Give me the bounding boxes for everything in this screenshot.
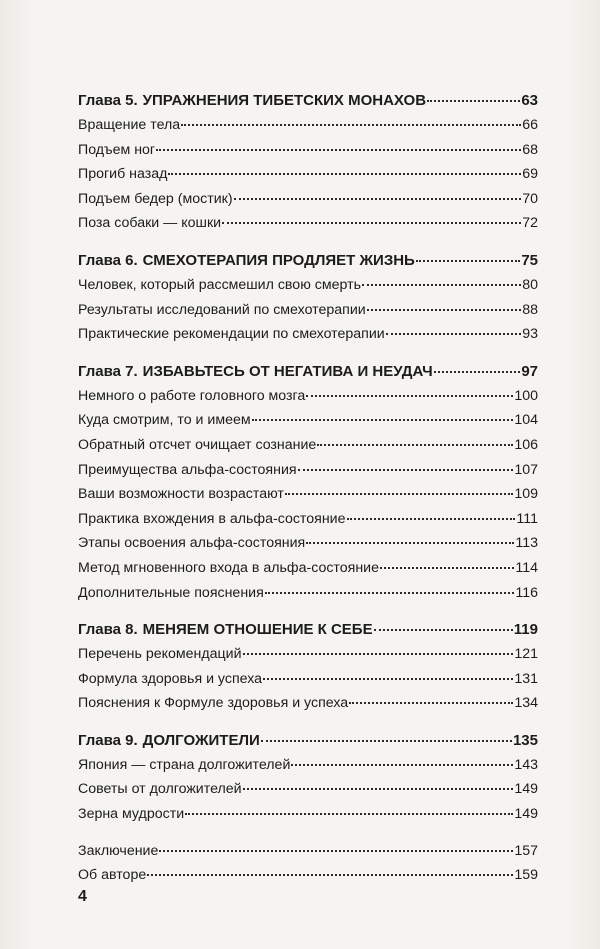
entry-page: 131 xyxy=(514,670,538,687)
toc-entry xyxy=(78,753,538,778)
entry-page: 88 xyxy=(522,301,538,318)
toc-entry xyxy=(78,482,538,507)
entry-page: 68 xyxy=(522,141,538,158)
leader-dots xyxy=(434,370,521,373)
chapter-heading xyxy=(78,359,538,384)
entry-title: Прогиб назад xyxy=(78,166,168,183)
entry-page: 80 xyxy=(522,276,538,293)
table-of-contents xyxy=(78,88,538,888)
entry-page: 107 xyxy=(514,461,538,478)
entry-page: 114 xyxy=(515,559,538,576)
entry-title: Поза собаки — кошки xyxy=(78,215,222,232)
chapter-title xyxy=(78,617,373,642)
chapter-9 xyxy=(78,728,538,827)
entry-page: 106 xyxy=(514,436,538,453)
chapter-name: ИЗБАВЬТЕСЬ ОТ НЕГАТИВА И НЕУДАЧ xyxy=(142,362,433,380)
entry-page: 66 xyxy=(522,117,538,133)
chapter-label: Глава 8. xyxy=(78,621,138,639)
entry-page: 93 xyxy=(522,326,538,343)
chapter-title xyxy=(78,728,260,753)
chapter-label: Глава 5. xyxy=(78,92,138,109)
entry-page: 149 xyxy=(514,806,538,823)
entry-page: 72 xyxy=(522,215,538,232)
chapter-label: Глава 7. xyxy=(78,362,138,380)
chapter-label: Глава 6. xyxy=(78,251,138,269)
entry-page: 100 xyxy=(514,387,538,404)
entry-page: 143 xyxy=(514,756,538,773)
entry-title: Советы от долгожителей xyxy=(78,781,242,798)
toc-entry xyxy=(78,507,538,532)
toc-entry xyxy=(78,667,538,692)
chapter-name: СМЕХОТЕРАПИЯ ПРОДЛЯЕТ ЖИЗНЬ xyxy=(142,251,415,269)
entry-page: 134 xyxy=(514,695,538,712)
toc-entry xyxy=(78,531,538,556)
entry-title: Дополнительные пояснения xyxy=(78,584,264,601)
leader-dots xyxy=(252,418,514,421)
leader-dots xyxy=(181,123,521,126)
entry-title: Подъем бедер (мостик) xyxy=(78,190,233,207)
leader-dots xyxy=(374,628,513,631)
entry-page: 109 xyxy=(514,486,538,503)
entry-page: 149 xyxy=(514,781,538,798)
leader-dots xyxy=(386,332,522,335)
chapter-heading xyxy=(78,248,538,273)
entry-page: 159 xyxy=(514,867,538,884)
leader-dots xyxy=(263,677,513,680)
leader-dots xyxy=(285,492,513,495)
entry-title: Преимущества альфа-состояния xyxy=(78,461,297,478)
toc-entry xyxy=(78,273,538,298)
entry-page: 70 xyxy=(522,190,538,207)
leader-dots xyxy=(427,99,520,102)
leader-dots xyxy=(367,308,522,311)
entry-title: Япония — страна долгожителей xyxy=(78,756,291,773)
toc-entry xyxy=(78,322,538,347)
entry-title: Об авторе xyxy=(78,867,147,884)
chapter-page: 135 xyxy=(512,731,538,749)
leader-dots xyxy=(168,172,521,175)
entry-title: Зерна мудрости xyxy=(78,806,185,823)
leader-dots xyxy=(222,221,521,224)
toc-entry xyxy=(78,211,538,236)
toc-entry xyxy=(78,187,538,212)
chapter-title xyxy=(78,88,426,113)
toc-entry xyxy=(78,839,538,864)
leader-dots xyxy=(265,591,515,594)
leader-dots xyxy=(243,787,514,790)
chapter-title xyxy=(78,248,415,273)
leader-dots xyxy=(306,541,514,544)
entry-title: Заключение xyxy=(78,842,159,859)
chapter-6 xyxy=(78,248,538,347)
leader-dots xyxy=(234,197,522,200)
entry-page: 121 xyxy=(514,646,538,663)
chapter-heading xyxy=(78,617,538,642)
toc-entry xyxy=(78,802,538,827)
chapter-page: 63 xyxy=(521,92,538,109)
leader-dots xyxy=(347,517,516,520)
toc-entry xyxy=(78,298,538,323)
entry-page: 104 xyxy=(514,412,538,429)
leader-dots xyxy=(317,443,513,446)
leader-dots xyxy=(147,873,513,876)
entry-title: Ваши возможности возрастают xyxy=(78,486,284,503)
chapter-title xyxy=(78,359,433,384)
entry-title: Формула здоровья и успеха xyxy=(78,670,263,687)
leader-dots xyxy=(291,763,513,766)
entry-title: Немного о работе головного мозга xyxy=(78,387,306,404)
leader-dots xyxy=(416,259,520,262)
toc-entry xyxy=(78,138,538,163)
toc-entry xyxy=(78,863,538,888)
leader-dots xyxy=(362,283,521,286)
leader-dots xyxy=(261,739,512,742)
leader-dots xyxy=(298,468,514,471)
entry-title: Практика вхождения в альфа-состояние xyxy=(78,510,346,527)
leader-dots xyxy=(159,849,513,852)
chapter-name: УПРАЖНЕНИЯ ТИБЕТСКИХ МОНАХОВ xyxy=(142,92,427,109)
leader-dots xyxy=(243,652,514,655)
toc-entry xyxy=(78,691,538,716)
toc-entry xyxy=(78,556,538,581)
entry-title: Обратный отсчет очищает сознание xyxy=(78,436,317,453)
entry-title: Метод мгновенного входа в альфа-состояние xyxy=(78,559,379,576)
chapter-heading xyxy=(78,88,538,113)
entry-page: 111 xyxy=(516,510,538,527)
entry-title: Вращение тела xyxy=(78,117,181,133)
entry-page: 116 xyxy=(515,584,538,601)
entry-page: 157 xyxy=(514,842,538,859)
chapter-page: 97 xyxy=(521,362,538,380)
toc-entry xyxy=(78,384,538,409)
entry-title: Перечень рекомендаций xyxy=(78,646,242,663)
chapter-name: ДОЛГОЖИТЕЛИ xyxy=(142,731,260,749)
chapter-heading xyxy=(78,728,538,753)
chapter-page: 75 xyxy=(521,251,538,269)
entry-title: Результаты исследований по смехотерапии xyxy=(78,301,366,318)
chapter-name: МЕНЯЕМ ОТНОШЕНИЕ К СЕБЕ xyxy=(142,621,373,639)
toc-entry xyxy=(78,433,538,458)
entry-page: 69 xyxy=(522,166,538,183)
entry-page: 113 xyxy=(515,535,538,552)
leader-dots xyxy=(306,394,513,397)
leader-dots xyxy=(185,812,513,815)
toc-entry xyxy=(78,162,538,187)
leader-dots xyxy=(156,148,521,151)
entry-title: Этапы освоения альфа-состояния xyxy=(78,535,306,552)
toc-entry xyxy=(78,581,538,606)
toc-entry xyxy=(78,113,538,138)
toc-entry xyxy=(78,777,538,802)
toc-entry xyxy=(78,458,538,483)
entry-title: Пояснения к Формуле здоровья и успеха xyxy=(78,695,349,712)
back-matter xyxy=(78,839,538,888)
entry-title: Практические рекомендации по смехотерапии xyxy=(78,326,385,343)
chapter-page: 119 xyxy=(513,621,538,639)
chapter-5 xyxy=(78,88,538,236)
page-number: 4 xyxy=(78,888,87,905)
toc-entry xyxy=(78,408,538,433)
leader-dots xyxy=(380,566,514,569)
chapter-8 xyxy=(78,617,538,716)
toc-entry xyxy=(78,642,538,667)
entry-title: Человек, который рассмешил свою смерть xyxy=(78,276,361,293)
leader-dots xyxy=(349,701,513,704)
chapter-label: Глава 9. xyxy=(78,731,138,749)
chapter-7 xyxy=(78,359,538,605)
entry-title: Подъем ног xyxy=(78,141,156,158)
entry-title: Куда смотрим, то и имеем xyxy=(78,412,251,429)
